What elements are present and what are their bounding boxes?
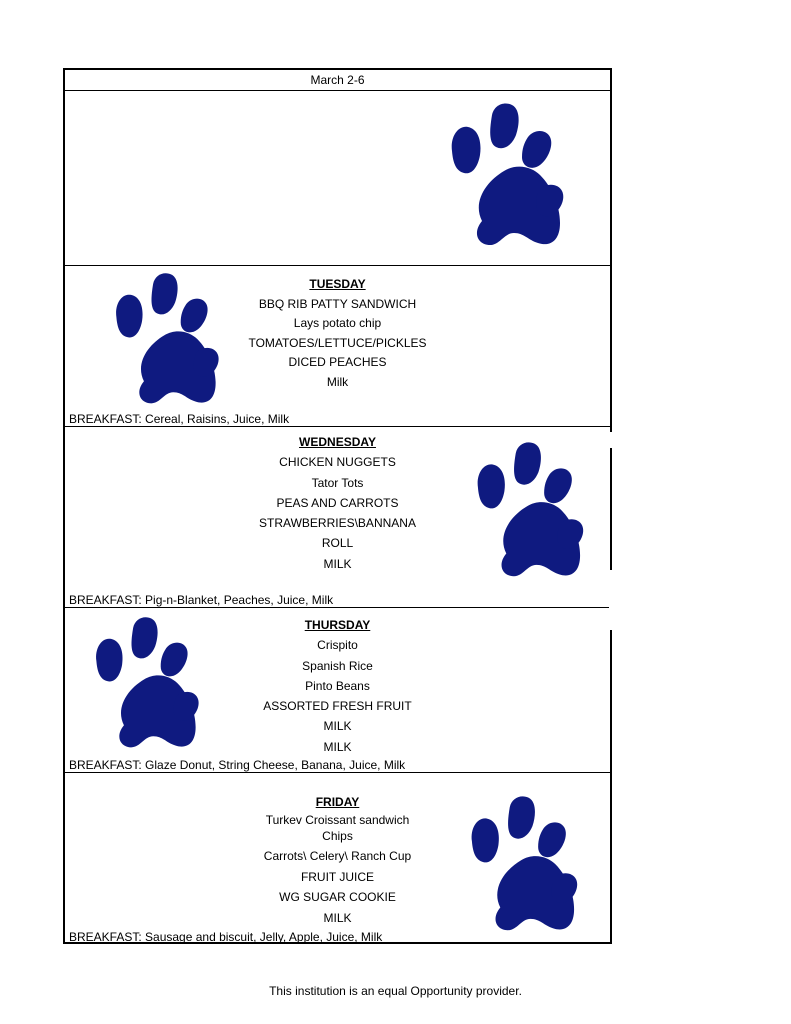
menu-item: TOMATOES/LETTUCE/PICKLES (248, 335, 427, 350)
day-title: FRIDAY (315, 795, 360, 809)
menu-item: WG SUGAR COOKIE (279, 890, 396, 904)
border-gap (609, 432, 613, 448)
menu-list (65, 792, 610, 928)
menu-list (65, 275, 610, 392)
day-block-friday (65, 772, 610, 944)
day-block-wednesday (65, 426, 610, 608)
menu-item: Carrots\ Celery\ Ranch Cup (263, 849, 412, 863)
menu-item: Turkev Croissant sandwich (265, 813, 410, 827)
menu-item: Chips (322, 829, 353, 843)
menu-item: PEAS AND CARROTS (276, 495, 399, 510)
border-gap (609, 570, 613, 630)
menu-item: MILK (323, 739, 352, 754)
menu-item: DICED PEACHES (288, 355, 387, 369)
day-title: WEDNESDAY (299, 435, 376, 449)
header-block (65, 91, 610, 266)
menu-item: FRUIT JUICE (300, 870, 375, 884)
menu-item: MILK (323, 556, 352, 571)
week-header: March 2-6 (65, 70, 610, 91)
breakfast-line: BREAKFAST: Pig-n-Blanket, Peaches, Juice, Milk (69, 593, 334, 607)
menu-item: Crispito (317, 638, 358, 653)
menu-item: Pinto Beans (305, 678, 370, 693)
menu-item: Tator Tots (311, 475, 364, 490)
day-block-tuesday (65, 265, 610, 427)
day-block-thursday (65, 607, 610, 773)
day-title: TUESDAY (309, 277, 366, 291)
menu-list (65, 432, 610, 574)
menu-item: MILK (323, 911, 352, 925)
menu-item: CHICKEN NUGGETS (279, 455, 396, 470)
breakfast-line: BREAKFAST: Sausage and biscuit, Jelly, Apple, Juice, Milk (69, 930, 383, 944)
day-title: THURSDAY (304, 618, 371, 632)
menu-item: STRAWBERRIES\BANNANA (259, 516, 416, 531)
paw-print-icon (442, 101, 570, 249)
footer-notice: This institution is an equal Opportunity provider. (269, 984, 522, 998)
menu-item: ROLL (321, 536, 354, 551)
menu-item: ASSORTED FRESH FRUIT (263, 699, 412, 714)
menu-item: Lays potato chip (293, 316, 382, 330)
menu-item: Spanish Rice (302, 658, 373, 673)
menu-item: MILK (323, 719, 352, 734)
menu-item: Milk (326, 374, 349, 389)
menu-sheet (63, 68, 612, 944)
breakfast-line: BREAKFAST: Glaze Donut, String Cheese, Banana, Juice, Milk (69, 758, 406, 772)
menu-item: BBQ RIB PATTY SANDWICH (258, 296, 417, 311)
menu-list (65, 615, 610, 757)
breakfast-line: BREAKFAST: Cereal, Raisins, Juice, Milk (69, 412, 290, 426)
